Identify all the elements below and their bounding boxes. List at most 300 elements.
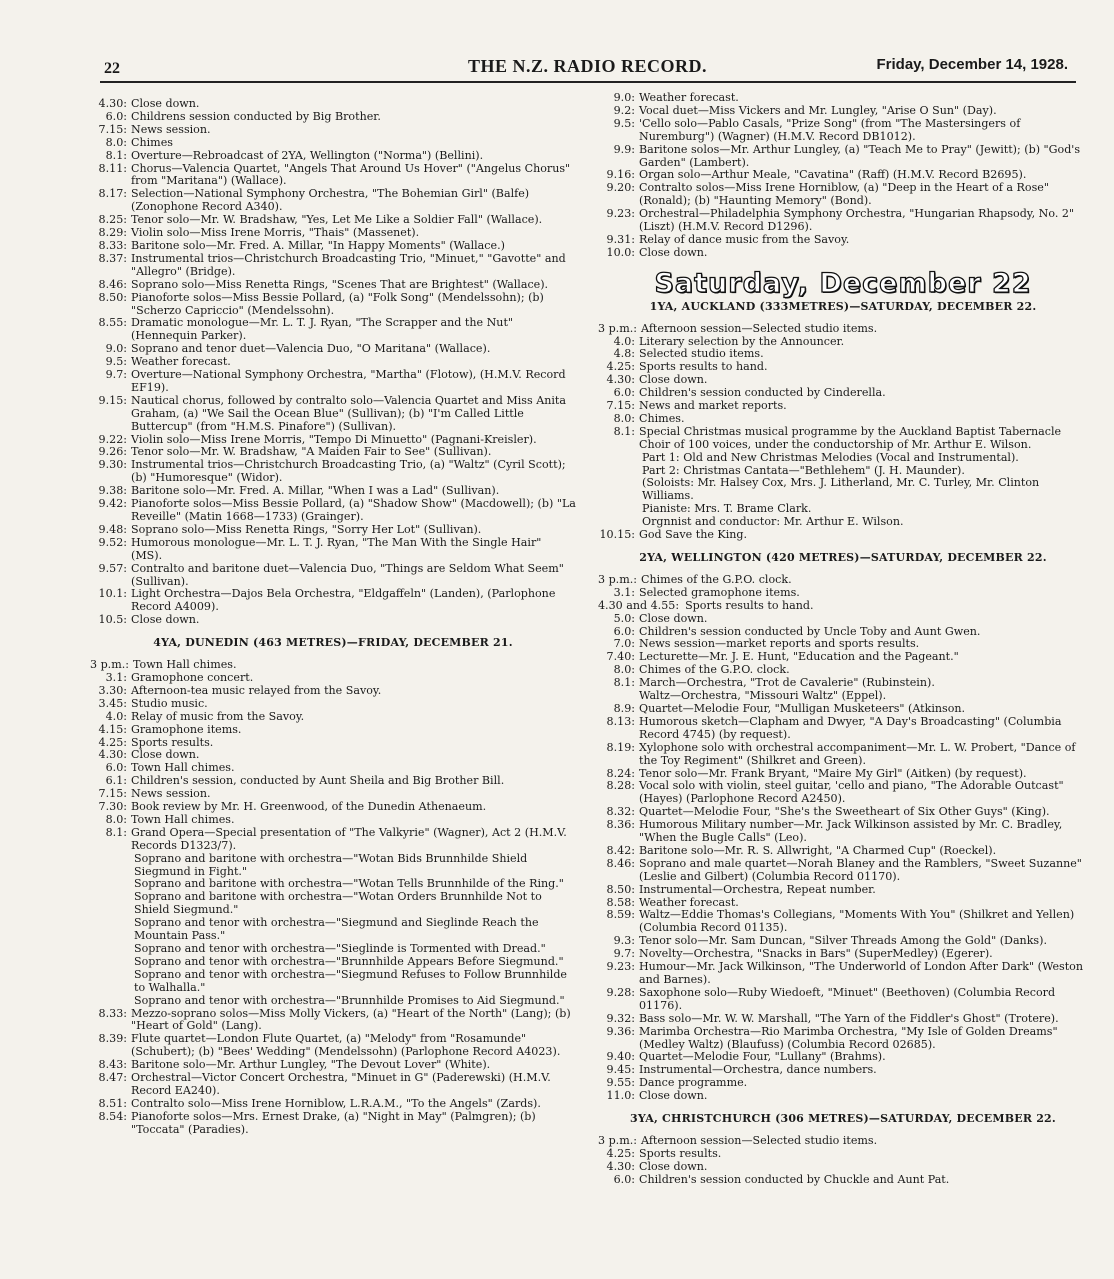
entry-time: 9.3: [613, 934, 635, 948]
entry-time: 8.0: [105, 812, 127, 826]
entry-time: 9.55: [606, 1076, 635, 1090]
program-entry [90, 279, 576, 292]
entry-time: 8.51: [98, 1096, 127, 1110]
entry-text: Violin solo—Miss Irene Morris, "Thais" (Massenet). [131, 226, 420, 240]
entry-text: Chimes. [639, 411, 685, 425]
program-entry [598, 118, 1088, 144]
program-entry [598, 587, 1088, 600]
entry-text: Chimes of the G.P.O. clock. [639, 663, 790, 677]
entry-text: Close down. [131, 748, 200, 762]
entry-time: 9.22: [98, 432, 127, 446]
entry-time: 10.1: [98, 587, 127, 601]
entry-text: News session. [131, 787, 211, 801]
entry-text: Quartet—Melodie Four, "Lullany" (Brahms). [639, 1050, 886, 1064]
program-entry [90, 459, 576, 485]
entry-time: 9.0: [613, 91, 635, 104]
sub-item: Part 1: Old and New Christmas Melodies (Vocal and Instrumental). [642, 450, 1019, 464]
program-entry [90, 588, 576, 614]
entry-time: 9.23: [606, 960, 635, 974]
sub-item: Soprano and tenor with orchestra—"Brunnhilde Promises to Aid Siegmund." [134, 993, 565, 1007]
christchurch-list [598, 1135, 1088, 1187]
entry-text: Baritone solo—Mr. R. S. Allwright, "A Charmed Cup" (Roeckel). [639, 843, 997, 857]
entry-time: 9.23: [606, 207, 635, 221]
auckland-list [598, 323, 1088, 452]
entry-time: 8.17: [98, 187, 127, 201]
entry-text: Quartet—Melodie Four, "Mulligan Musketeers" (Atkinson. [639, 701, 966, 715]
entry-text: Bass solo—Mr. W. W. Marshall, "The Yarn of the Fiddler's Ghost" (Trotere). [639, 1011, 1059, 1025]
program-entry [598, 247, 1088, 260]
entry-text: Close down. [639, 245, 708, 259]
entry-text: Weather forecast. [131, 355, 231, 369]
publication-title: THE N.Z. RADIO RECORD. [468, 56, 708, 76]
entry-text: Pianoforte solos—Miss Bessie Pollard, (a) "Folk Song" (Mendelssohn); (b) "Scherzo Capriccio" (Mendelssohn). [131, 290, 544, 317]
entry-text: Violin solo—Miss Irene Morris, "Tempo Di Minuetto" (Pagnani-Kreisler). [131, 432, 537, 446]
entry-text: Instrumental—Orchestra, dance numbers. [639, 1063, 877, 1077]
entry-text: Weather forecast. [639, 91, 739, 104]
entry-text: Weather forecast. [639, 895, 739, 909]
sub-item: (Soloists: Mr. Halsey Cox, Mrs. J. Litherland, Mr. C. Turley, Mr. Clinton Williams. [642, 476, 1040, 503]
entry-text: Chorus—Valencia Quartet, "Angels That Around Us Hover" ("Angelus Chorus" from "Maritana") (Wallace). [131, 161, 571, 188]
program-entry [90, 395, 576, 434]
entry-time: 4.8: [613, 347, 635, 361]
entry-text: Contralto and baritone duet—Valencia Duo, "Things are Seldom What Seem" (Sullivan). [131, 561, 564, 588]
entry-text: Pianoforte solos—Miss Bessie Pollard, (a) "Shadow Show" (Macdowell); (b) "La Reveille" (Matin 1668—1733) (Grainger). [131, 497, 576, 523]
program-entry [598, 819, 1088, 845]
entry-text: Afternoon session—Selected studio items. [641, 1133, 878, 1147]
entry-text: Light Orchestra—Dajos Bela Orchestra, "Eldgaffeln" (Landen), (Parlophone Record A4009). [131, 587, 556, 614]
program-entry [598, 1013, 1088, 1026]
auckland-heading: 1YA, AUCKLAND (333METRES)—SATURDAY, DECEMBER 22. [649, 299, 1037, 313]
entry-time: 8.1: [613, 676, 635, 690]
entry-text: Tenor solo—Mr. W. Bradshaw, "A Maiden Fair to See" (Sullivan). [131, 445, 492, 459]
entry-time: 8.0: [613, 411, 635, 425]
entry-time: 4.0: [613, 334, 635, 348]
program-entry [598, 413, 1088, 426]
program-entry [598, 208, 1088, 234]
entry-time: 8.19: [606, 740, 635, 754]
entry-text: Afternoon session—Selected studio items. [641, 321, 878, 335]
entry-text: Soprano and male quartet—Norah Blaney and the Ramblers, "Sweet Suzanne" (Leslie and Gilbert) (Columbia Record 01170). [639, 856, 1082, 883]
entry-text: Instrumental trios—Christchurch Broadcasting Trio, "Minuet," "Gavotte" and "Allegro" (Bridge). [131, 251, 566, 278]
entry-text: Lecturette—Mr. J. E. Hunt, "Education and the Pageant." [639, 650, 959, 664]
sub-item: Soprano and tenor with orchestra—"Siegmund and Sieglinde Reach the Mountain Pass." [134, 916, 539, 943]
wellington-list [598, 574, 1088, 1103]
sub-item: Part 2: Christmas Cantata—"Bethlehem" (J. H. Maunder). [642, 463, 965, 477]
entry-time: 4.30: [98, 97, 127, 110]
program-entry [598, 987, 1088, 1013]
program-entry [90, 369, 576, 395]
page-number: 22 [104, 60, 120, 77]
entry-time: 3.45: [98, 696, 127, 710]
program-entry [598, 961, 1088, 987]
entry-time: 4.30: [606, 1159, 635, 1173]
entry-time: 4.30: [98, 748, 127, 762]
program-entry [90, 724, 576, 737]
dunedin-list [90, 659, 576, 853]
entry-time: 4.25: [606, 360, 635, 374]
entry-time: 8.36: [606, 818, 635, 832]
program-entry [598, 1090, 1088, 1103]
entry-time: 4.30 and 4.55: [598, 598, 680, 612]
program-entry [598, 613, 1088, 626]
program-entry [90, 614, 576, 627]
entry-text: Humorous monologue—Mr. L. T. J. Ryan, "The Man With the Single Hair" (MS). [131, 535, 542, 562]
entry-time: 8.42: [606, 843, 635, 857]
entry-time: 3.30: [98, 683, 127, 697]
entry-text: Town Hall chimes. [131, 812, 235, 826]
day-title: Saturday, December 22 [654, 267, 1032, 299]
entry-time: 7.15: [98, 787, 127, 801]
entry-text: Sports results to hand. [639, 360, 768, 374]
entry-time: 7.0: [613, 637, 635, 651]
entry-text: Xylophone solo with orchestral accompaniment—Mr. L. W. Probert, "Dance of the Toy Regiment" (Shilkret and Green). [639, 740, 1076, 767]
program-entry [90, 814, 576, 827]
entry-time: 9.31: [606, 232, 635, 246]
entry-text: Sports results. [131, 735, 214, 749]
program-entry [90, 537, 576, 563]
entry-text: Quartet—Melodie Four, "She's the Sweetheart of Six Other Guys" (King). [639, 805, 1050, 819]
entry-text: Children's session conducted by Cinderella. [639, 386, 886, 400]
program-entry [90, 1008, 576, 1034]
entry-text: Children's session, conducted by Aunt Sheila and Big Brother Bill. [131, 774, 505, 788]
sub-item: Soprano and tenor with orchestra—"Siegmund Refuses to Follow Brunnhilde to Walhalla." [134, 967, 567, 994]
entry-text: Saxophone solo—Ruby Wiedoeft, "Minuet" (Beethoven) (Columbia Record 01176). [639, 985, 1056, 1012]
entry-text: Overture—National Symphony Orchestra, "Martha" (Flotow), (H.M.V. Record EF19). [131, 368, 566, 394]
program-entry [598, 703, 1088, 716]
entry-text: Waltz—Orchestra, "Missouri Waltz" (Eppel). [639, 689, 887, 703]
entry-text: Town Hall chimes. [133, 658, 237, 672]
program-entry [90, 98, 576, 111]
program-entry [598, 600, 1088, 613]
entry-time: 8.37: [98, 251, 127, 265]
entry-time: 4.25: [606, 1146, 635, 1160]
entry-text: Children's session conducted by Uncle Toby and Aunt Gwen. [639, 624, 981, 638]
program-entry [90, 563, 576, 589]
entry-time: 8.47: [98, 1071, 127, 1085]
entry-time: 8.39: [98, 1032, 127, 1046]
entry-text: Close down. [639, 1159, 708, 1173]
entry-time: 8.55: [98, 316, 127, 330]
program-entry [90, 1072, 576, 1098]
entry-time: 4.0: [105, 709, 127, 723]
entry-time: 8.46: [98, 277, 127, 291]
entry-text: Orchestral—Victor Concert Orchestra, "Minuet in G" (Paderewski) (H.M.V. Record EA240). [131, 1071, 551, 1097]
entry-time: 8.0: [613, 663, 635, 677]
program-entry [90, 685, 576, 698]
entry-text: 'Cello solo—Pablo Casals, "Prize Song" (from "The Mastersingers of Nuremburg") (Wagner) (H.M.V. Record DB1012). [639, 116, 1021, 143]
entry-text: News and market reports. [639, 399, 787, 413]
program-entry [90, 111, 576, 124]
left-column [90, 98, 576, 1137]
entry-time: 8.43: [98, 1058, 127, 1072]
entry-time: 8.58: [606, 895, 635, 909]
entry-text: Gramophone items. [131, 722, 242, 736]
entry-text: Chimes of the G.P.O. clock. [641, 572, 792, 586]
entry-text: Pianoforte solos—Mrs. Ernest Drake, (a) "Night in May" (Palmgren); (b) "Toccata" (Paradies). [131, 1109, 536, 1136]
entry-time: 8.50: [606, 882, 635, 896]
entry-time: 8.9: [613, 701, 635, 715]
entry-time: 7.30: [98, 800, 127, 814]
program-entry [90, 292, 576, 318]
program-entry [90, 498, 576, 524]
entry-time: 8.33: [98, 1006, 127, 1020]
entry-text: Studio music. [131, 696, 208, 710]
entry-time: 8.33: [98, 238, 127, 252]
entry-text: Baritone solo—Mr. Fred. A. Millar, "In Happy Moments" (Wallace.) [131, 238, 505, 252]
program-entry [90, 253, 576, 279]
entry-time: 11.0: [606, 1089, 635, 1103]
entry-time: 3 p.m.: [90, 658, 129, 672]
program-entry [90, 801, 576, 814]
entry-text: God Save the King. [639, 528, 748, 542]
program-entry [90, 188, 576, 214]
entry-text: Vocal duet—Miss Vickers and Mr. Lungley, "Arise O Sun" (Day). [639, 103, 997, 117]
entry-text: Dramatic monologue—Mr. L. T. J. Ryan, "The Scrapper and the Nut" (Hennequin Parker). [131, 316, 514, 343]
entry-time: 10.15: [599, 528, 635, 542]
entry-text: Sports results to hand. [685, 598, 814, 612]
program-entry [598, 1135, 1088, 1148]
entry-text: Humorous sketch—Clapham and Dwyer, "A Day's Broadcasting" (Columbia Record 4745) (by request). [639, 714, 1062, 741]
page-header [100, 56, 1076, 82]
program-entry [598, 858, 1088, 884]
entry-text: Humorous Military number—Mr. Jack Wilkinson assisted by Mr. C. Bradley, "When the Bugle Calls" (Leo). [639, 818, 1063, 845]
entry-text: Novelty—Orchestra, "Snacks in Bars" (SuperMedley) (Egerer). [639, 947, 993, 961]
program-entry [598, 742, 1088, 768]
program-entry [598, 182, 1088, 208]
entry-time: 8.1: [613, 424, 635, 438]
entry-text: Vocal solo with violin, steel guitar, 'cello and piano, "The Adorable Outcast" (Hayes) (Parlophone Record A2450). [639, 779, 1064, 806]
program-entry [90, 698, 576, 711]
entry-time: 7.40: [606, 650, 635, 664]
entry-time: 9.5: [105, 355, 127, 369]
program-entry [90, 827, 576, 853]
entry-text: Close down. [639, 611, 708, 625]
entry-text: Close down. [131, 97, 200, 110]
valkyrie-list [90, 853, 576, 1008]
entry-text: Special Christmas musical programme by the Auckland Baptist Tabernacle Choir of 100 voices, under the conductorship of Mr. Arthur E. Wilson. [639, 424, 1062, 451]
christchurch-heading: 3YA, CHRISTCHURCH (306 METRES)—SATURDAY, DECEMBER 22. [630, 1112, 1056, 1126]
entry-time: 8.28: [606, 779, 635, 793]
entry-time: 9.0: [105, 342, 127, 356]
entry-time: 6.0: [613, 1172, 635, 1186]
program-entry [598, 1161, 1088, 1174]
entry-text: Literary selection by the Announcer. [639, 334, 845, 348]
entry-time: 6.1: [105, 774, 127, 788]
sub-item: Orgnnist and conductor: Mr. Arthur E. Wilson. [642, 515, 904, 529]
program-entry [598, 400, 1088, 413]
entry-time: 7.15: [98, 122, 127, 136]
entry-time: 3 p.m.: [598, 572, 637, 586]
entry-time: 3.1: [105, 670, 127, 684]
entry-text: Close down. [639, 1089, 708, 1103]
program-entry [598, 780, 1088, 806]
auckland-parts [598, 452, 1088, 529]
entry-text: News session. [131, 122, 211, 136]
entry-text: Sports results. [639, 1146, 722, 1160]
entry-text: Childrens session conducted by Big Brother. [131, 109, 381, 123]
entry-time: 3 p.m.: [598, 1133, 637, 1147]
entry-text: Close down. [131, 613, 200, 627]
entry-text: Contralto solos—Miss Irene Horniblow, (a) "Deep in the Heart of a Rose" (Ronald); (b) "Haunting Memory" (Bond). [639, 181, 1049, 208]
entry-time: 3.1: [613, 585, 635, 599]
entry-time: 10.5: [98, 613, 127, 627]
entry-text: Tenor solo—Mr. Sam Duncan, "Silver Threads Among the Gold" (Danks). [639, 934, 1047, 948]
program-entry [598, 884, 1088, 897]
entry-time: 9.32: [606, 1011, 635, 1025]
program-entry [598, 716, 1088, 742]
entry-text: Tenor solo—Mr. Frank Bryant, "Maire My Girl" (Aitken) (by request). [639, 766, 1027, 780]
entry-time: 9.48: [98, 522, 127, 536]
entry-time: 9.30: [98, 458, 127, 472]
entry-time: 9.38: [98, 484, 127, 498]
entry-text: Overture—Rebroadcast of 2YA, Wellington ("Norma") (Bellini). [131, 148, 484, 162]
entry-time: 8.32: [606, 805, 635, 819]
entry-time: 9.45: [606, 1063, 635, 1077]
entry-text: Relay of music from the Savoy. [131, 709, 305, 723]
entry-text: Waltz—Eddie Thomas's Collegians, "Moments With You" (Shilkret and Yellen) (Columbia Record 01135). [639, 908, 1075, 935]
entry-time: 8.46: [606, 856, 635, 870]
entry-time: 10.0: [606, 245, 635, 259]
entry-time: 8.54: [98, 1109, 127, 1123]
entry-text: Children's session conducted by Chuckle and Aunt Pat. [639, 1172, 950, 1186]
issue-date: Friday, December 14, 1928. [876, 56, 1068, 73]
entry-text: Marimba Orchestra—Rio Marimba Orchestra, "My Isle of Golden Dreams" (Medley Waltz) (Blaufuss) (Columbia Record 02685). [639, 1024, 1058, 1051]
program-entry [90, 150, 576, 163]
entry-text: Soprano solo—Miss Renetta Rings, "Sorry Her Lot" (Sullivan). [131, 522, 482, 536]
entry-text: Orchestral—Philadelphia Symphony Orchestra, "Hungarian Rhapsody, No. 2" (Liszt) (H.M.V. Record D1296). [639, 207, 1075, 234]
entry-text: Contralto solo—Miss Irene Horniblow, L.R.A.M., "To the Angels" (Zards). [131, 1096, 541, 1110]
entry-time: 9.16: [606, 168, 635, 182]
program-entry [598, 323, 1088, 336]
entry-text: Baritone solo—Mr. Arthur Lungley, "The Devout Lover" (White). [131, 1058, 491, 1072]
entry-time: 8.1: [105, 825, 127, 839]
entry-text: Selected studio items. [639, 347, 764, 361]
entry-text: Tenor solo—Mr. W. Bradshaw, "Yes, Let Me Like a Soldier Fall" (Wallace). [131, 213, 543, 227]
entry-time: 8.59: [606, 908, 635, 922]
entry-time: 9.5: [613, 116, 635, 130]
program-entry [90, 124, 576, 137]
entry-text: Baritone solo—Mr. Fred. A. Millar, "When I was a Lad" (Sullivan). [131, 484, 500, 498]
entry-text: Instrumental—Orchestra, Repeat number. [639, 882, 876, 896]
program-entry [90, 317, 576, 343]
program-entry [598, 574, 1088, 587]
entry-time: 8.13: [606, 714, 635, 728]
entry-time: 8.24: [606, 766, 635, 780]
entry-time: 8.11: [98, 161, 127, 175]
sub-item: Soprano and baritone with orchestra—"Wotan Bids Brunnhilde Shield Siegmund in Fight." [134, 851, 528, 878]
program-entry [598, 92, 1088, 105]
program-entry [598, 105, 1088, 118]
entry-text: Dance programme. [639, 1076, 748, 1090]
entry-time: 9.57: [98, 561, 127, 575]
entry-time: 7.15: [606, 399, 635, 413]
entry-text: Town Hall chimes. [131, 761, 235, 775]
christchurch-friday-list [90, 98, 576, 627]
entry-text: Chimes [131, 135, 173, 149]
entry-text: Instrumental trios—Christchurch Broadcasting Trio, (a) "Waltz" (Cyril Scott); (b) "Humoresque" (Widor). [131, 458, 566, 485]
entry-time: 5.0: [613, 611, 635, 625]
sub-item: Soprano and baritone with orchestra—"Wotan Orders Brunnhilde Not to Shield Siegmund." [134, 890, 542, 917]
entry-text: Selected gramophone items. [639, 585, 800, 599]
entry-time: 9.2: [613, 103, 635, 117]
entry-text: Humour—Mr. Jack Wilkinson, "The Underworld of London After Dark" (Weston and Barnes). [639, 960, 1083, 986]
entry-time: 6.0: [105, 761, 127, 775]
entry-time: 6.0: [613, 386, 635, 400]
program-entry [90, 1111, 576, 1137]
program-entry [598, 1026, 1088, 1052]
entry-time: 9.7: [613, 947, 635, 961]
program-entry [598, 1148, 1088, 1161]
entry-time: 8.0: [105, 135, 127, 149]
entry-text: Afternoon-tea music relayed from the Savoy. [131, 683, 382, 697]
entry-time: 6.0: [105, 109, 127, 123]
program-entry [598, 1174, 1088, 1187]
sub-item: Soprano and tenor with orchestra—"Sieglinde is Tormented with Dread." [134, 942, 546, 955]
entry-time: 9.26: [98, 445, 127, 459]
sub-item: Soprano and tenor with orchestra—"Brunnhilde Appears Before Siegmund." [134, 954, 564, 968]
entry-text: Relay of dance music from the Savoy. [639, 232, 850, 246]
entry-time: 4.25: [98, 735, 127, 749]
entry-time: 4.15: [98, 722, 127, 736]
program-entry [598, 144, 1088, 170]
entry-text: Gramophone concert. [131, 670, 254, 684]
entry-time: 8.50: [98, 290, 127, 304]
right-column [598, 92, 1088, 1187]
auckland-end-entry [598, 529, 1088, 542]
entry-time: 9.36: [606, 1024, 635, 1038]
program-entry [598, 426, 1088, 452]
entry-time: 6.0: [613, 624, 635, 638]
sub-item: Soprano and baritone with orchestra—"Wotan Tells Brunnhilde of the Ring." [134, 877, 564, 891]
entry-text: Nautical chorus, followed by contralto solo—Valencia Quartet and Miss Anita Graham, (a) "We Sail the Ocean Blue" (Sullivan); (b) "I'm Called Little Buttercup" (from "H.M.S. Pinafore") (Sullivan). [131, 393, 566, 433]
program-entry [90, 1033, 576, 1059]
wellington-heading: 2YA, WELLINGTON (420 METRES)—SATURDAY, DECEMBER 22. [639, 551, 1047, 564]
entry-time: 9.28: [606, 985, 635, 999]
program-entry [598, 234, 1088, 247]
dunedin-heading: 4YA, DUNEDIN (463 METRES)—FRIDAY, DECEMBER 21. [153, 636, 513, 650]
entry-text: Grand Opera—Special presentation of "The Valkyrie" (Wagner), Act 2 (H.M.V. Records D1323/7). [131, 825, 567, 852]
entry-time: 9.52: [98, 535, 127, 549]
program-entry [90, 1098, 576, 1111]
entry-text: March—Orchestra, "Trot de Cavalerie" (Rubinstein). [639, 676, 935, 690]
entry-time: 9.7: [105, 368, 127, 382]
entry-time: 9.9: [613, 142, 635, 156]
entry-text: Soprano solo—Miss Renetta Rings, "Scenes That are Brightest" (Wallace). [131, 277, 549, 291]
entry-time: 9.40: [606, 1050, 635, 1064]
entry-text: Book review by Mr. H. Greenwood, of the Dunedin Athenaeum. [131, 800, 487, 814]
entry-text: Close down. [639, 373, 708, 387]
entry-text: Soprano and tenor duet—Valencia Duo, "O Maritana" (Wallace). [131, 342, 491, 356]
entry-time: 4.30: [606, 373, 635, 387]
program-entry [90, 524, 576, 537]
program-entry [598, 845, 1088, 858]
entry-time: 9.20: [606, 181, 635, 195]
sub-item: Pianiste: Mrs. T. Brame Clark. [642, 502, 812, 516]
program-entry [90, 672, 576, 685]
christchurch-late-list [598, 92, 1088, 260]
program-entry [598, 909, 1088, 935]
entry-time: 3 p.m.: [598, 321, 637, 335]
entry-time: 8.25: [98, 213, 127, 227]
entry-text: Selection—National Symphony Orchestra, "The Bohemian Girl" (Balfe) (Zonophone Record A340). [131, 187, 530, 214]
entry-text: Flute quartet—London Flute Quartet, (a) "Melody" from "Rosamunde" (Schubert); (b) "Bees' Wedding" (Mendelssohn) (Parlophone Record A4023). [131, 1032, 561, 1059]
program-entry [90, 711, 576, 724]
dunedin-late-list [90, 1008, 576, 1137]
entry-time: 8.1: [105, 148, 127, 162]
entry-text: News session—market reports and sports results. [639, 637, 920, 651]
program-entry [90, 163, 576, 189]
entry-text: Organ solo—Arthur Meale, "Cavatina" (Raff) (H.M.V. Record B2695). [639, 168, 1027, 182]
